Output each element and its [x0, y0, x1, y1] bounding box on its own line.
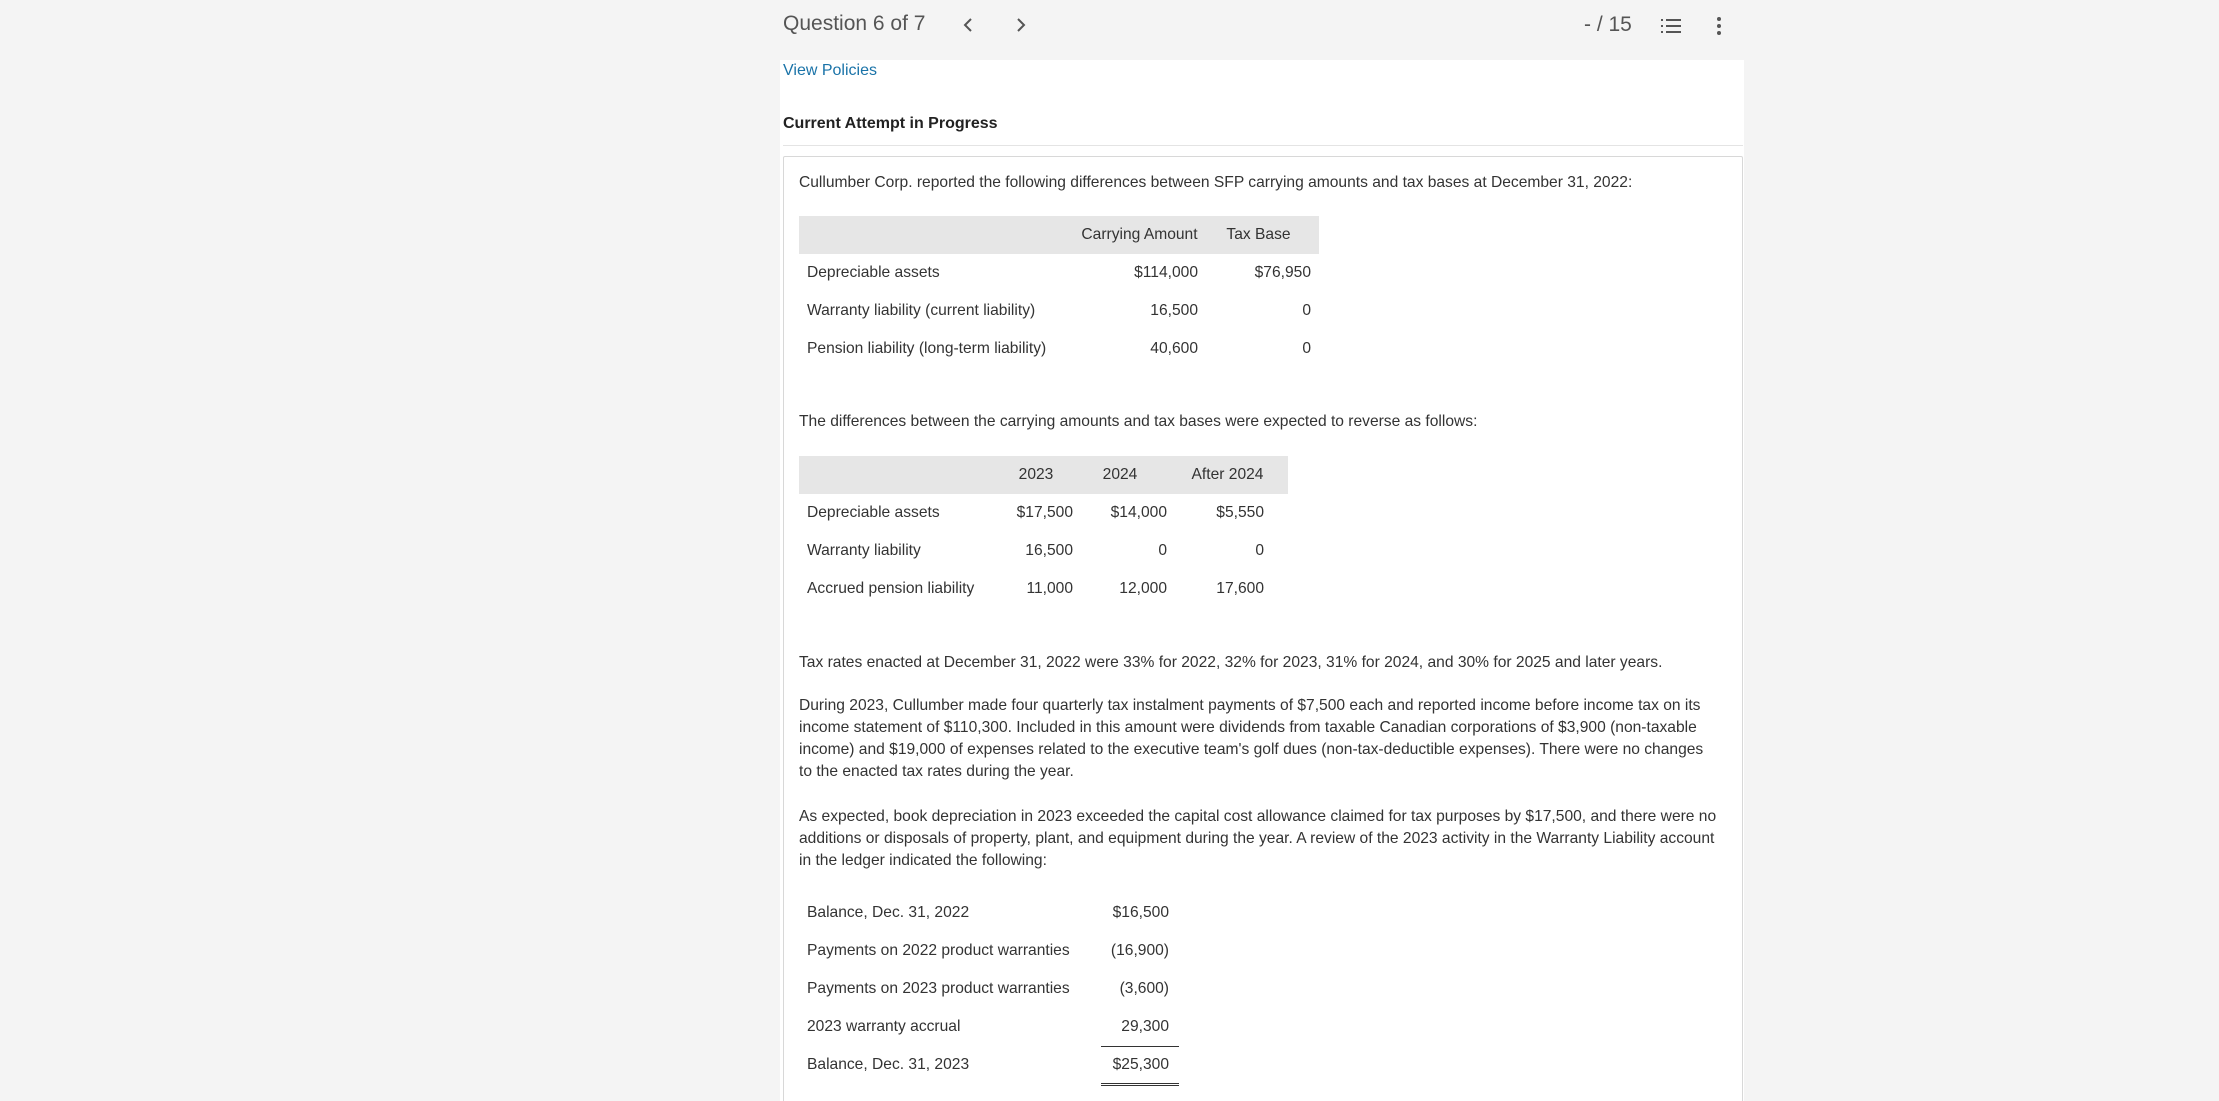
table-header-cell [799, 216, 1081, 254]
reverse-intro-text: The differences between the carrying amounts and tax bases were expected to reverse as follows: [799, 413, 1478, 430]
table-cell: $16,500 [1112, 904, 1169, 921]
table-cell: 17,600 [1216, 580, 1264, 597]
tax-rates-text: Tax rates enacted at December 31, 2022 were 33% for 2022, 32% for 2023, 31% for 2024, and 30% for 2025 and later years. [799, 654, 1663, 671]
table-row [799, 894, 1179, 932]
table-row [799, 570, 1288, 608]
row-label: Accrued pension liability [807, 580, 975, 597]
table-row [799, 292, 1319, 330]
top-bar [0, 0, 2219, 60]
table-cell: 0 [1255, 542, 1264, 559]
table-header-cell: Carrying Amount [1081, 216, 1198, 254]
table-row [799, 1046, 1179, 1084]
table-cell: 0 [1158, 542, 1167, 559]
during-2023-text: During 2023, Cullumber made four quarterly tax instalment payments of $7,500 each and reported income before income tax on its income statement of $110,300. Included in this amount were dividends from taxable Canadian corporations of $3,900 (non-taxable income) and $19,000 of expenses related to the executive team's golf dues (non-tax-deductible expenses). There were no changes to the enacted tax rates during the year. [799, 697, 1704, 780]
table-cell: 16,500 [1150, 302, 1198, 319]
row-label: 2023 warranty accrual [807, 1018, 961, 1035]
reversal-table [799, 456, 1288, 608]
table-cell: 16,500 [1025, 542, 1073, 559]
row-label: Balance, Dec. 31, 2023 [807, 1056, 970, 1073]
question-list-button[interactable] [1656, 11, 1686, 41]
table-header-cell [799, 456, 999, 494]
table-cell: 0 [1302, 340, 1311, 357]
table-cell: 40,600 [1150, 340, 1198, 357]
score-display: - / 15 [1584, 13, 1632, 36]
next-question-button[interactable] [1006, 10, 1036, 40]
table-cell: (16,900) [1110, 942, 1169, 959]
table-header-cell: 2024 [1073, 456, 1167, 494]
as-expected-text: As expected, book depreciation in 2023 exceeded the capital cost allowance claimed for tax purposes by $17,500, and there were no additions or disposals of property, plant, and equipment during the year. A review of the 2023 activity in the Warranty Liability account in the ledger indicated the following: [799, 808, 1717, 869]
table-cell: $17,500 [1016, 504, 1073, 521]
row-label: Payments on 2022 product warranties [807, 942, 1070, 959]
warranty-liability-table [799, 894, 1179, 1086]
table-cell: 12,000 [1119, 580, 1167, 597]
carrying-amount-table [799, 216, 1319, 368]
chevron-left-icon [961, 16, 975, 34]
table-row [799, 532, 1288, 570]
question-counter: Question 6 of 7 [783, 12, 926, 35]
row-label: Depreciable assets [807, 264, 940, 281]
table-row [799, 494, 1288, 532]
table-cell: (3,600) [1119, 980, 1169, 997]
more-options-button[interactable] [1704, 11, 1734, 41]
attempt-status: Current Attempt in Progress [783, 115, 998, 132]
row-label: Pension liability (long-term liability) [807, 340, 1047, 357]
row-label: Payments on 2023 product warranties [807, 980, 1070, 997]
table-cell: $25,300 [1101, 1046, 1179, 1084]
table-row [799, 932, 1179, 970]
list-icon [1660, 16, 1682, 36]
table-row [799, 1008, 1179, 1046]
table-header-cell: 2023 [999, 456, 1073, 494]
intro-text: Cullumber Corp. reported the following differences between SFP carrying amounts and tax bases at December 31, 2022: [799, 174, 1633, 191]
table-row [799, 970, 1179, 1008]
previous-question-button[interactable] [953, 10, 983, 40]
table-cell: $76,950 [1254, 264, 1311, 281]
table-header-row [799, 456, 1288, 494]
table-row [799, 254, 1319, 292]
table-cell: $114,000 [1134, 264, 1198, 281]
divider [783, 145, 1743, 146]
table-cell: 11,000 [1026, 580, 1073, 597]
row-label: Depreciable assets [807, 504, 940, 521]
view-policies-link[interactable]: View Policies [783, 62, 877, 79]
table-cell: $5,550 [1216, 504, 1264, 521]
table-header-cell: After 2024 [1167, 456, 1288, 494]
table-header-cell: Tax Base [1198, 216, 1319, 254]
table-cell: $14,000 [1110, 504, 1167, 521]
left-gutter [0, 60, 780, 1101]
table-row [799, 330, 1319, 368]
row-label: Warranty liability (current liability) [807, 302, 1036, 319]
table-cell: 29,300 [1101, 1008, 1179, 1046]
row-label: Warranty liability [807, 542, 921, 559]
table-cell: 0 [1302, 302, 1311, 319]
more-vertical-icon [1716, 16, 1722, 36]
row-label: Balance, Dec. 31, 2022 [807, 904, 970, 921]
chevron-right-icon [1014, 16, 1028, 34]
table-header-row [799, 216, 1319, 254]
right-gutter [1744, 60, 2219, 1101]
